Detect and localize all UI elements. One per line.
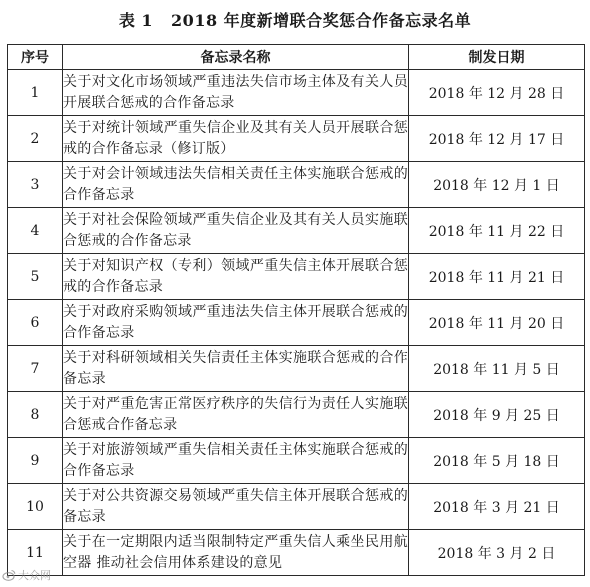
row-index: 11: [8, 530, 63, 576]
row-index: 3: [8, 162, 63, 208]
row-date: 2018 年 3 月 21 日: [409, 484, 585, 530]
weibo-logo-icon: [2, 568, 16, 582]
header-name: 备忘录名称: [63, 45, 409, 70]
row-name: 关于对公共资源交易领域严重失信主体开展联合惩戒的备忘录: [63, 484, 409, 530]
row-date: 2018 年 12 月 1 日: [409, 162, 585, 208]
row-date: 2018 年 9 月 25 日: [409, 392, 585, 438]
table-row: [8, 208, 585, 254]
watermark: [2, 567, 51, 583]
row-index: 5: [8, 254, 63, 300]
row-name: 关于对政府采购领域严重违法失信主体开展联合惩戒的合作备忘录: [63, 300, 409, 346]
memorandum-table: [7, 44, 585, 576]
row-date: 2018 年 11 月 20 日: [409, 300, 585, 346]
row-name: 关于对科研领域相关失信责任主体实施联合惩戒的合作备忘录: [63, 346, 409, 392]
row-name: 关于对统计领域严重失信企业及其有关人员开展联合惩戒的合作备忘录（修订版）: [63, 116, 409, 162]
row-index: 9: [8, 438, 63, 484]
header-index: 序号: [8, 45, 63, 70]
row-date: 2018 年 12 月 28 日: [409, 70, 585, 116]
table-title: [0, 8, 590, 31]
row-date: 2018 年 11 月 5 日: [409, 346, 585, 392]
row-date: 2018 年 5 月 18 日: [409, 438, 585, 484]
table-row: [8, 254, 585, 300]
row-name: 关于对会计领域违法失信相关责任主体实施联合惩戒的合作备忘录: [63, 162, 409, 208]
row-name: 关于对严重危害正常医疗秩序的失信行为责任人实施联合惩戒合作备忘录: [63, 392, 409, 438]
row-date: 2018 年 3 月 2 日: [409, 530, 585, 576]
row-index: 6: [8, 300, 63, 346]
row-date: 2018 年 11 月 22 日: [409, 208, 585, 254]
row-name: 关于对社会保险领域严重失信企业及其有关人员实施联合惩戒的合作备忘录: [63, 208, 409, 254]
table-caption: 2018 年度新增联合奖惩合作备忘录名单: [171, 11, 472, 30]
table-header-row: [8, 45, 585, 70]
row-name: 关于对知识产权（专利）领域严重失信主体开展联合惩戒的合作备忘录: [63, 254, 409, 300]
row-index: 8: [8, 392, 63, 438]
table-number: 表 1: [118, 11, 154, 30]
row-index: 4: [8, 208, 63, 254]
table-row: [8, 70, 585, 116]
row-name: 关于在一定期限内适当限制特定严重失信人乘坐民用航空器 推动社会信用体系建设的意见: [63, 530, 409, 576]
table-row: [8, 300, 585, 346]
row-index: 10: [8, 484, 63, 530]
header-date: 制发日期: [409, 45, 585, 70]
table-row: [8, 116, 585, 162]
row-index: 7: [8, 346, 63, 392]
table-row: [8, 484, 585, 530]
row-index: 1: [8, 70, 63, 116]
table-row: [8, 162, 585, 208]
row-name: 关于对旅游领域严重失信相关责任主体实施联合惩戒的合作备忘录: [63, 438, 409, 484]
table-row: [8, 392, 585, 438]
row-index: 2: [8, 116, 63, 162]
table-row: [8, 346, 585, 392]
row-name: 关于对文化市场领域严重违法失信市场主体及有关人员开展联合惩戒的合作备忘录: [63, 70, 409, 116]
table-row: [8, 438, 585, 484]
watermark-text: 大众网: [18, 569, 51, 582]
row-date: 2018 年 12 月 17 日: [409, 116, 585, 162]
row-date: 2018 年 11 月 21 日: [409, 254, 585, 300]
table-row: [8, 530, 585, 576]
